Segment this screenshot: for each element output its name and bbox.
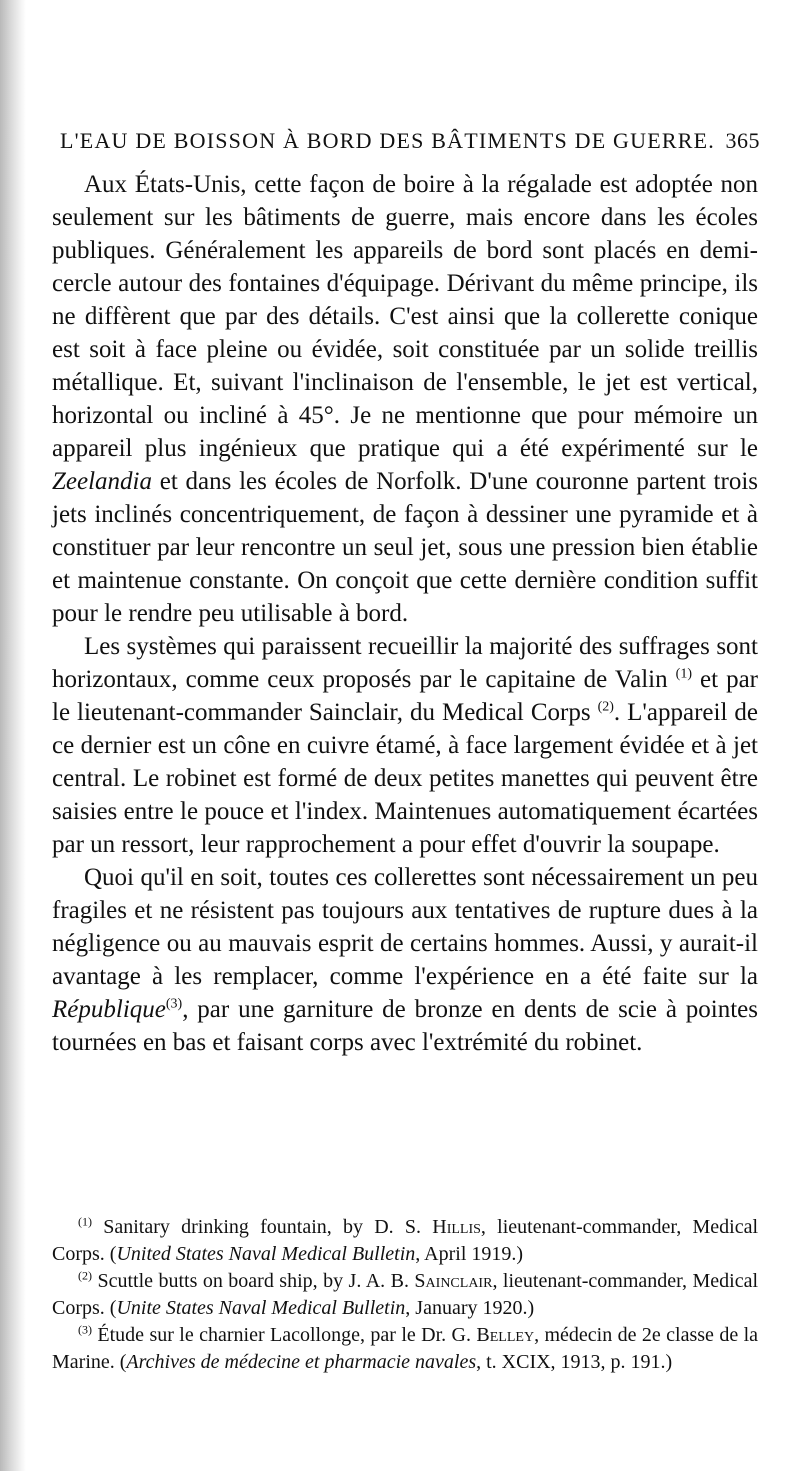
footnote-mark-2: (2) <box>78 1268 92 1283</box>
fn2-text-c: , January 1920.) <box>405 1297 535 1319</box>
fn2-journal: Unite States Naval Medical Bulletin <box>116 1297 406 1319</box>
footnote-2 <box>52 1268 758 1322</box>
p3-text-a: Quoi qu'il en soit, toutes ces collerettes sont nécessairement un peu fragiles et ne résistent pas toujours aux tentatives de rupture dues à la négligence ou au mauvais esprit de certains hommes. Aussi, y aurait-il avantage à les remplacer, comme l'expérience en a été faite sur la <box>52 864 758 990</box>
fn1-text-a: Sanitary drinking fountain, by D. S. <box>103 1216 422 1238</box>
p3-text-b: , par une garniture de bronze en dents de scie à pointes tournées en bas et faisant corps avec l'extrémité du robinet. <box>52 996 758 1056</box>
footnote-ref-1[interactable]: (1) <box>675 666 692 682</box>
body-text <box>52 168 758 1059</box>
footnote-3 <box>52 1322 758 1376</box>
footnotes <box>52 1214 758 1376</box>
paragraph-3 <box>52 861 758 1059</box>
fn1-text-c: , April 1919.) <box>415 1243 524 1265</box>
footnote-mark-1: (1) <box>78 1214 92 1229</box>
fn3-text-b: , médecin de 2e classe de la Marine. ( <box>52 1324 759 1373</box>
fn2-author: Sainclair <box>414 1270 493 1292</box>
fn3-author: Belley <box>476 1324 535 1346</box>
ship-name-republique: République <box>52 996 166 1023</box>
p2-text-c: . L'appareil de ce dernier est un cône en cuivre étamé, à face largement évidée et à jet central. Le robinet est formé de deux petites manettes qui peuvent être saisies entre le pouce et l'index. Maintenues automatiquement écartées par un ressort, leur rapprochement a pour effet d'ouvrir la soupape. <box>52 699 758 858</box>
p2-text-a: Les systèmes qui paraissent recueillir la majorité des suffrages sont horizontaux, comme ceux proposés par le capitaine de Valin <box>52 633 758 693</box>
fn3-journal: Archives de médecine et pharmacie navales <box>126 1351 477 1373</box>
footnote-ref-2[interactable]: (2) <box>597 699 614 715</box>
running-title: L'EAU DE BOISSON À BORD DES BÂTIMENTS DE GUERRE. <box>60 128 715 153</box>
fn1-author: Hillis <box>432 1216 481 1238</box>
p1-text-a: Aux États-Unis, cette façon de boire à la régalade est adoptée non seulement sur les bâtiments de guerre, mais encore dans les écoles publiques. Généralement les appareils de bord sont placés en demi-cercle autour des fontaines d'équipage. Dérivant du même principe, ils ne diffèrent que par des détails. C'est ainsi que la collerette conique est soit à face pleine ou évidée, soit constituée par un solide treillis métallique. Et, suivant l'inclinaison de l'ensemble, le jet est vertical, horizontal ou incliné à 45°. Je ne mentionne que pour mémoire un appareil plus ingénieux que pratique qui a été expérimenté sur le <box>52 171 758 462</box>
page-number: 365 <box>725 128 760 153</box>
p2-text-b: et par le lieutenant-commander Sainclair, du Medical Corps <box>52 666 759 726</box>
paragraph-1 <box>52 168 758 630</box>
footnote-ref-3[interactable]: (3) <box>165 996 183 1012</box>
footnote-1 <box>52 1214 758 1268</box>
fn2-text-b: , lieutenant-commander, Medical Corps. ( <box>52 1270 759 1319</box>
running-header <box>60 128 760 154</box>
scan-edge-shadow <box>0 0 26 1471</box>
footnote-mark-3: (3) <box>78 1322 92 1337</box>
fn3-text-a: Étude sur le charnier Lacollonge, par le Dr. G. <box>97 1324 471 1346</box>
paragraph-2 <box>52 630 758 861</box>
fn1-journal: United States Naval Medical Bulletin <box>116 1243 416 1265</box>
fn3-text-c: , t. XCIX, 1913, p. 191.) <box>476 1351 673 1373</box>
fn2-text-a: Scuttle butts on board ship, by J. A. B. <box>97 1270 409 1292</box>
fn1-text-b: , lieutenant-commander, Medical Corps. ( <box>52 1216 759 1265</box>
p1-text-b: et dans les écoles de Norfolk. D'une couronne partent trois jets inclinés concentriquement, de façon à dessiner une pyramide et à constituer par leur rencontre un seul jet, sous une pression bien établie et maintenue constante. On conçoit que cette dernière condition suffit pour le rendre peu utilisable à bord. <box>52 468 758 627</box>
ship-name-zeelandia: Zeelandia <box>52 468 152 495</box>
